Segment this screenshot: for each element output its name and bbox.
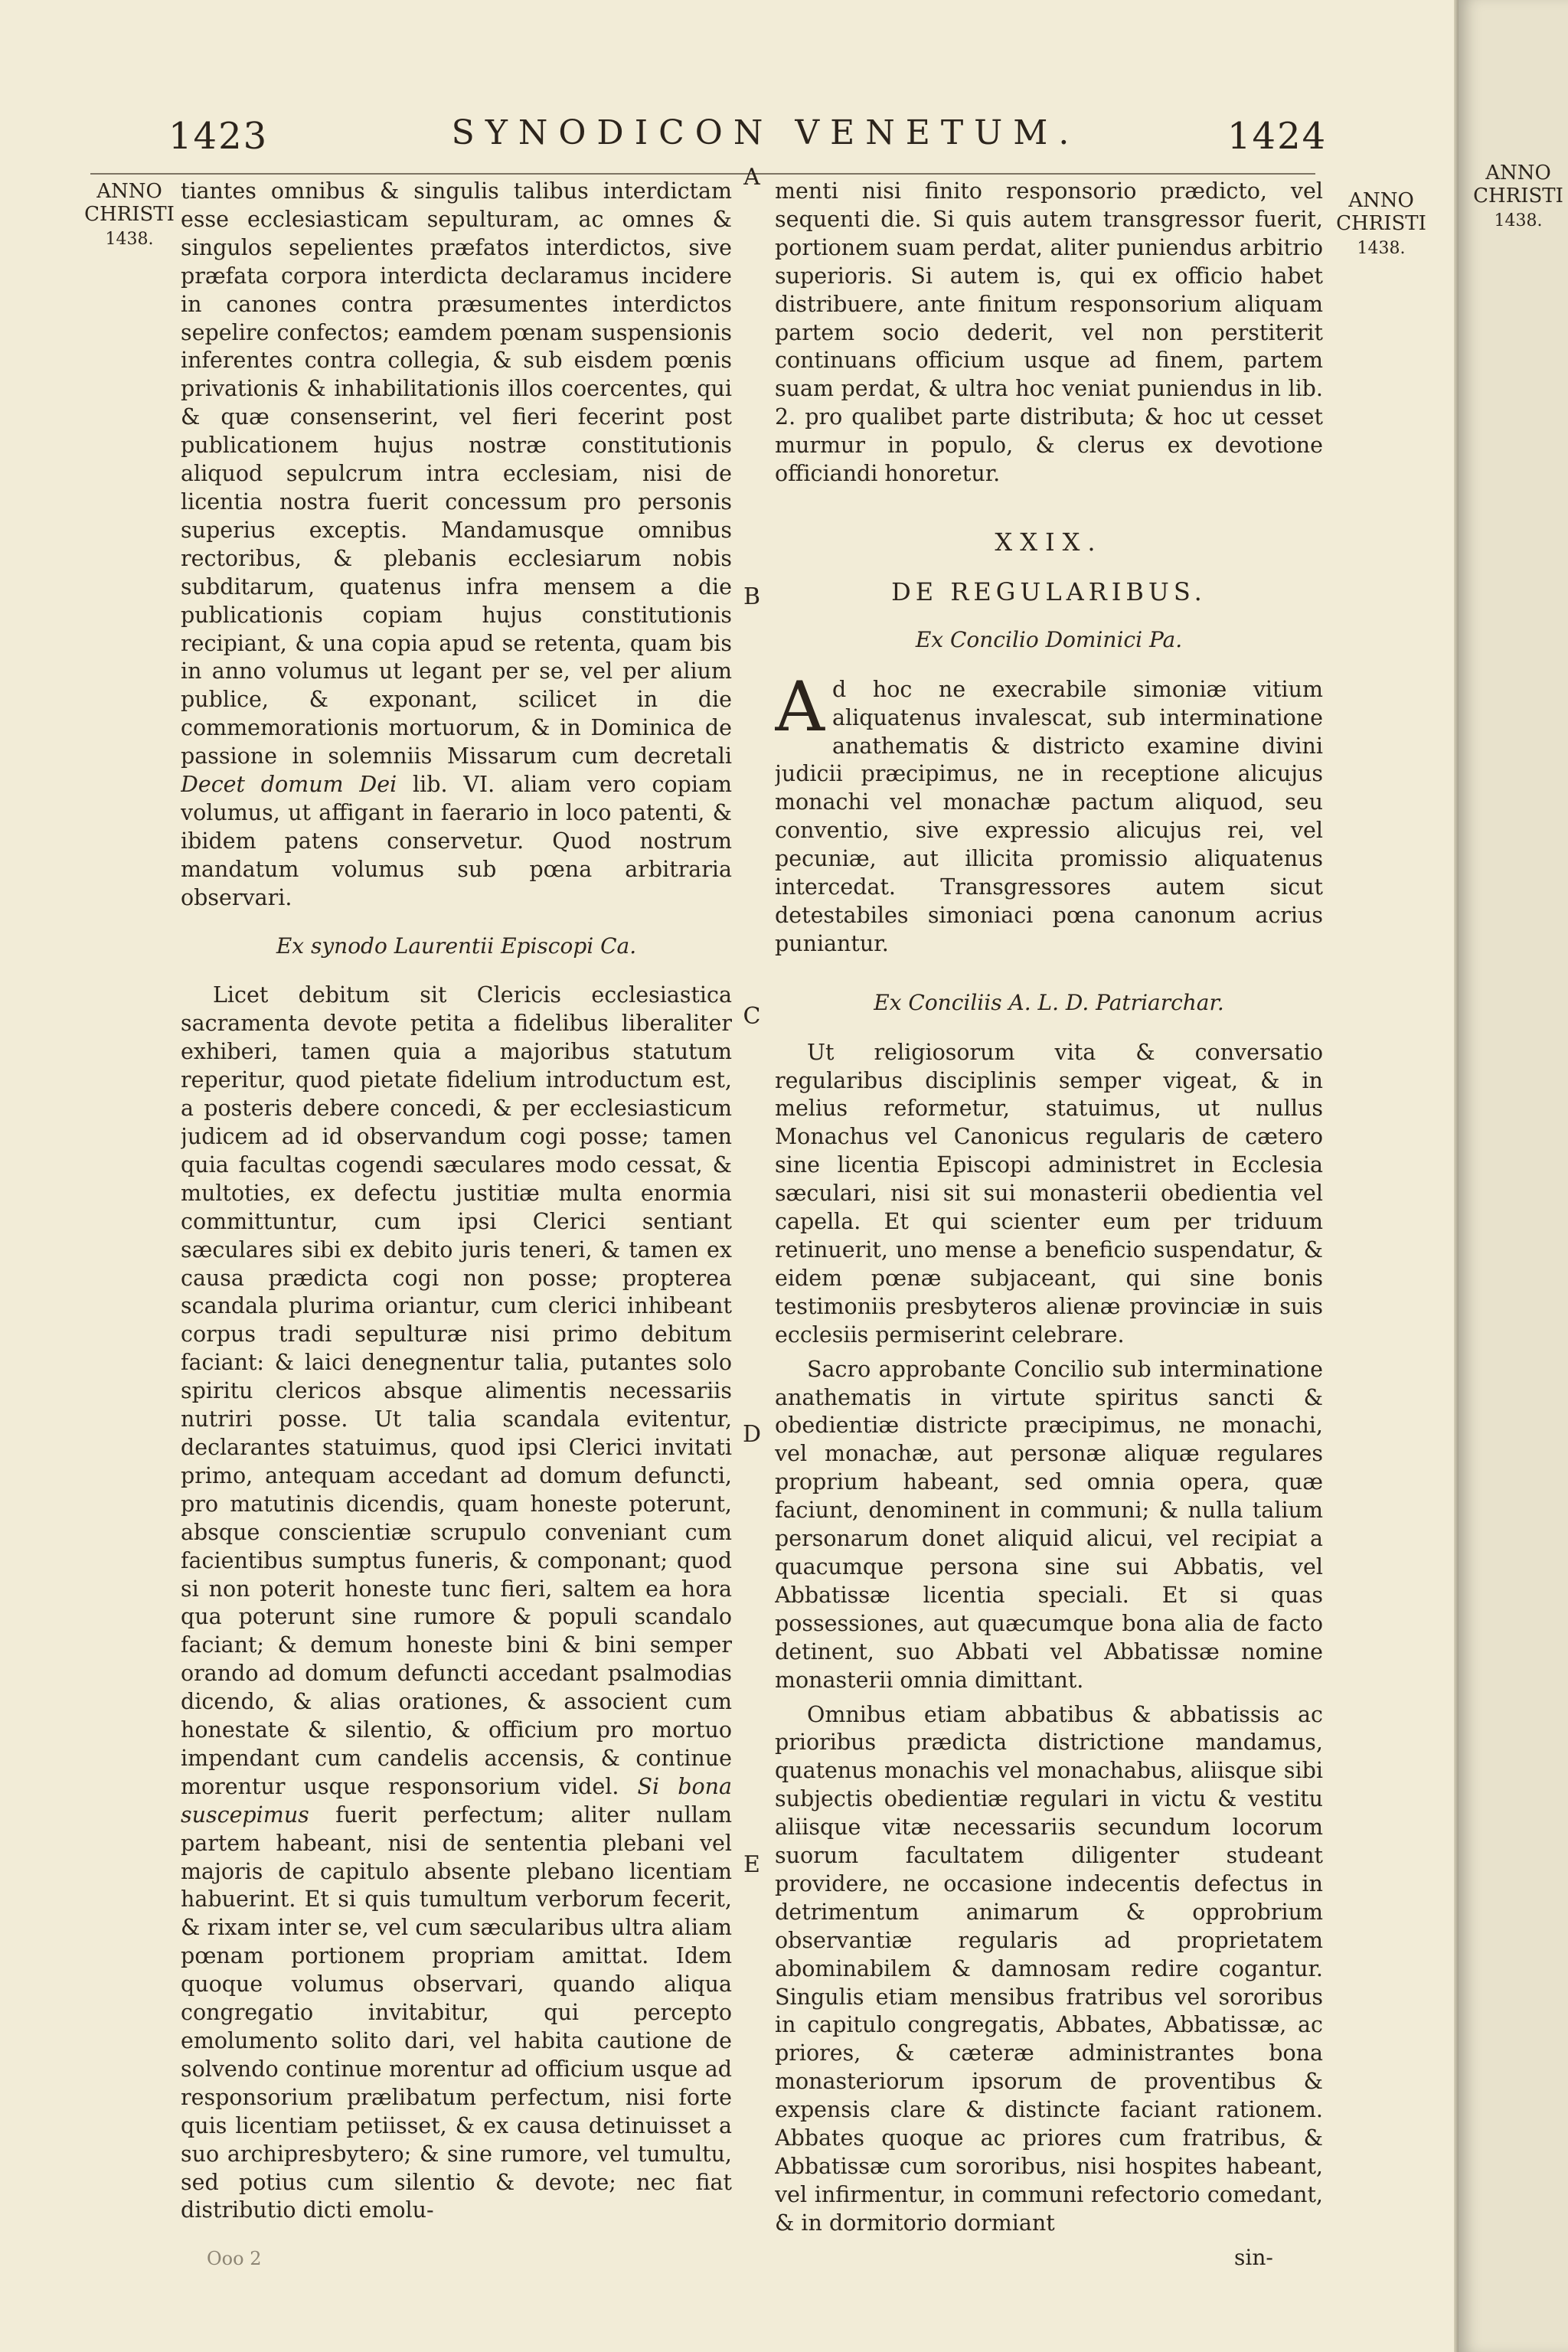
paragraph-text: fuerit perfectum; aliter nullam partem habeant, nisi de sententia plebani vel majoris de capitulo absente plebano licentiam habuerint. Et si quis tumultum verborum fecerit, & rixam inter se, vel cum sæcularibus ultra aliam pœnam portionem propriam amittat. Idem quoque volumus observari, quando aliqua congregatio invitabitur, qui percepto emolumento solito dari, vel habita cautione de solvendo continue morentur ad officium usque ad responsorium prælibatum perfectum, nisi forte quis licentiam petiisset, & ex causa detinuisset a suo archipresbytero; & sine rumore, vel tumultu, sed potius cum silentio & devote; nec fiat distributio dicti emolu- <box>181 1802 732 2223</box>
header-rule <box>90 173 1315 175</box>
margin-note-year: 1438. <box>105 229 154 249</box>
catchword: sin- <box>1234 2245 1273 2270</box>
source-heading: Ex Conciliis A. L. D. Patriarchar. <box>874 989 1224 1015</box>
margin-note-line: ANNO <box>96 180 162 203</box>
margin-note-next-page <box>1472 162 1565 230</box>
paragraph: Ut religiosorum vita & conversatio regularibus disciplinis semper vigeat, & in melius reformetur, statuimus, ut nullus Monachus vel Canonicus regularis de cætero sine licentia Episcopi administret in Ecclesia sæculari, nisi sit sui monasterii obedientia vel capella. Et qui scienter eum per triduum retinuerit, uno mense a beneficio suspendatur, & eidem pœnæ subjaceant, qui sine bonis testimoniis presbyteros alienæ provinciæ in suis ecclesiis permiserint celebrare. <box>775 1039 1323 1348</box>
chapter-title: DE REGULARIBUS. <box>891 577 1207 606</box>
section-letter-b: B <box>743 583 761 610</box>
left-page-number: 1423 <box>168 115 269 158</box>
paragraph-text: Licet debitum sit Clericis ecclesiastica sacramenta devote petita a fidelibus liberaliter exhiberi, tamen quia a majoribus statutum reperitur, quod pietate fidelium introductum est, a posteris debere concedi, & per ecclesiasticum judicem ad id observandum cogi posse; tamen quia facultas cogendi sæculares modo cessat, & multoties, ex defectu justitiæ multa enormia committuntur, cum ipsi Clerici sentiant sæculares sibi ex debito juris teneri, & tamen ex causa prædicta cogi non posse; propterea scandala plurima oriantur, cum clerici inhibeant corpus tradi sepulturæ nisi primo debitum faciant: & laici denegnentur talia, putantes solo spiritu clericos absque alimentis necessariis nutriri posse. Ut talia scandala evitentur, declarantes statuimus, quod ipsi Clerici invitati primo, antequam accedant ad domum defuncti, pro matutinis dicendis, quam honeste poterunt, absque conscientiæ scrupulo conveniant cum facientibus sumptus funeris, & componant; quod si non poterit honeste tunc fieri, saltem ea hora qua poterunt sine rumore & populi scandalo faciant; & demum honeste bini & bini semper orando ad domum defuncti accedant psalmodias dicendo, & alias orationes, & associent cum honestate & silentio, & officium pro mortuo impendant cum candelis accensis, & continue morentur usque responsorium videl. <box>181 982 732 1799</box>
section-letter-e: E <box>743 1851 760 1878</box>
paragraph: menti nisi finito responsorio prædicto, vel sequenti die. Si quis autem transgressor fuerit, portionem suam perdat, aliter puniendus arbitrio superioris. Si autem is, qui ex officio habet distribuere, ante finitum responsorium aliquam partem socio dederit, vel non perstiterit continuans officium usque ad finem, partem suam perdat, & ultra hoc veniat puniendus in lib. 2. pro qualibet parte distributa; & hoc ut cesset murmur in populo, & clerus ex devotione officiandi honoretur. <box>775 178 1323 487</box>
margin-note-line: CHRISTI <box>1473 184 1563 207</box>
paragraph-text: lib. VI. aliam vero copiam volumus, ut affigant in faerario in loco patenti, & ibidem patens conservetur. Quod nostrum mandatum volumus sub pœna arbitraria observari. <box>181 772 732 910</box>
margin-note-line: CHRISTI <box>1336 211 1426 235</box>
right-page-number: 1424 <box>1227 115 1328 158</box>
margin-note-right <box>1335 190 1427 258</box>
section-letter-d: D <box>742 1421 762 1448</box>
paragraph-text: tiantes omnibus & singulis talibus interdictam esse ecclesiasticam sepulturam, ac omnes & singulos sepelientes præfatos interdictos, sive præfata corpora interdicta declaramus incidere in canones contra præsumentes interdictos sepelire confectos; eamdem pœnam suspensionis inferentes contra collegia, & sub eisdem pœnis privationis & inhabilitationis illos coercentes, qui & quæ consenserint, vel fieri fecerint post publicationem hujus nostræ constitutionis aliquod sepulcrum intra ecclesiam, nisi de licentia nostra fuerit concessum pro personis superius exceptis. Mandamusque omnibus rectoribus, & plebanis ecclesiarum nobis subditarum, quatenus infra mensem a die publicationis copiam hujus constitutionis recipiant, & una copia apud se retenta, quam bis in anno volumus ut legant per se, vel per alium publice, & exponant, scilicet in die commemorationis mortuorum, & in Dominica de passione in solemniis Missarum cum decretali <box>181 178 732 769</box>
italic-citation: Si bona suscepimus <box>181 1773 732 1828</box>
margin-note-year: 1438. <box>1494 211 1543 230</box>
left-text-column <box>181 178 732 2245</box>
source-heading: Ex synodo Laurentii Episcopi Ca. <box>276 933 637 959</box>
margin-note-line: ANNO <box>1485 162 1551 185</box>
right-text-column <box>775 178 1323 2245</box>
margin-note-year: 1438. <box>1357 238 1406 258</box>
section-letter-a: A <box>743 164 760 191</box>
signature-mark: Ooo 2 <box>207 2248 262 2269</box>
paragraph-dropcap: Ad hoc ne execrabile simoniæ vitium aliquatenus invalescat, sub interminatione anathematis & districto examine divini judicii præcipimus, ne in receptione alicujus monachi vel monachæ pactum aliquod, seu conventio, sive expressio alicujus rei, vel pecuniæ, aut illicita promissio aliquatenus intercedat. Transgressores autem sicut detestabiles simoniaci pœna canonum acrius puniantur. <box>775 666 1323 956</box>
italic-citation: Decet domum Dei <box>181 772 397 798</box>
paragraph: Omnibus etiam abbatibus & abbatissis ac prioribus prædicta districtione mandamus, quatenus monachis vel monachabus, aliisque sibi subjectis obedientiæ regulari in victu & vestitu aliisque vitæ necessariis secundum locorum suorum facultatem diligenter studeant providere, ne occasione indecentis defectus in detrimentum animarum & opprobrium observantiæ regularis ad proprietatem abominabilem & damnosam redire cogantur. Singulis etiam mensibus fratribus vel sororibus in capitulo congregatis, Abbates, Abbatissæ, ac priores, & cæteræ administrantes bona monasteriorum ipsorum de proventibus & expensis clare & distincte faciant rationem. Abbates quoque ac priores cum fratribus, & Abbatissæ cum sororibus, nisi hospites habeant, vel infirmentur, in communi refectorio comedant, & in dormitorio dormiant <box>775 1701 1323 2236</box>
section-letter-c: C <box>743 1003 761 1030</box>
margin-note-line: ANNO <box>1348 189 1414 212</box>
running-title: SYNODICON VENETUM. <box>451 113 1080 152</box>
paragraph <box>181 982 732 2225</box>
paragraph: Sacro approbante Concilio sub interminatione anathematis in virtute spiritus sancti & obedientiæ districte præcipimus, ne monachi, vel monachæ, aut personæ aliquæ regulares proprium habeant, sed omnia opera, quæ faciunt, denominent in communi; & nulla talium personarum donet aliquid alicui, vel recipiat a quacumque persona sine sui Abbatis, vel Abbatissæ licentia speciali. Et si quas possessiones, aut quæcumque bona alia de facto detinent, suo Abbati vel Abbatissæ nomine monasterii omnia dimittant. <box>775 1356 1323 1693</box>
chapter-number: XXIX. <box>995 527 1103 557</box>
margin-note-line: CHRISTI <box>84 202 175 226</box>
paragraph <box>181 178 732 913</box>
margin-note-left <box>83 181 176 249</box>
source-heading: Ex Concilio Dominici Pa. <box>915 626 1183 652</box>
next-page-edge <box>1459 0 1568 2352</box>
